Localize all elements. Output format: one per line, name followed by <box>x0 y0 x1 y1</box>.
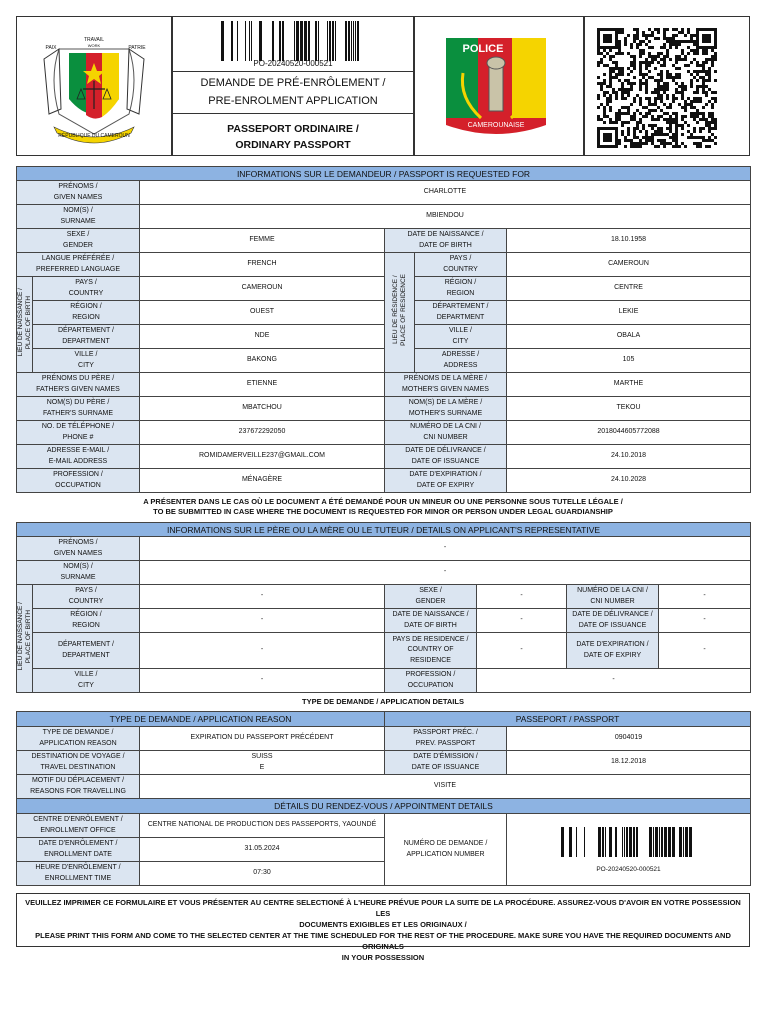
value-issue-date: 24.10.2018 <box>507 445 751 469</box>
label-email: ADRESSE E-MAIL / E-MAIL ADDRESS <box>17 445 140 469</box>
appointment-barcode-cell <box>507 814 751 886</box>
label-birth-country: PAYS / COUNTRY <box>33 277 140 301</box>
value-sex: FEMME <box>140 229 385 253</box>
header-logo-cell <box>16 16 172 156</box>
rep-label-issue-date: DATE DE DÉLIVRANCE / DATE OF ISSUANCE <box>567 609 659 633</box>
guardian-note: A PRÉSENTER DANS LE CAS OÙ LE DOCUMENT A ÉTÉ DEMANDÉ POUR UN MINEUR OU UNE PERSONNE SOUS TUTELLE LÉGALE / TO BE SUBMITTED IN CASE WHERE THE DOCUMENT IS REQUESTED FOR MINOR OR PERSON UNDER LEGAL GUARDIANSHIP <box>143 497 623 516</box>
value-expiry-date: 24.10.2028 <box>507 469 751 493</box>
rep-value-city: - <box>140 669 385 693</box>
value-dob: 18.10.1958 <box>507 229 751 253</box>
value-enrollment-date: 31.05.2024 <box>140 838 385 862</box>
label-cni: NUMÉRO DE LA CNI / CNI NUMBER <box>385 421 507 445</box>
police-logo-top: POLICE <box>462 43 504 55</box>
coat-motto-right: PATRIE <box>128 45 146 51</box>
rep-value-sex: - <box>477 585 567 609</box>
label-birth-dept: DÉPARTEMENT / DEPARTMENT <box>33 325 140 349</box>
label-sex: SEXE / GENDER <box>17 229 140 253</box>
rep-label-expiry-date: DATE D'EXPIRATION / DATE OF EXPIRY <box>567 633 659 669</box>
rep-label-profession: PROFESSION / OCCUPATION <box>385 669 477 693</box>
label-father-given: PRÉNOMS DU PÈRE / FATHER'S GIVEN NAMES <box>17 373 140 397</box>
coat-motto-left: PAIX <box>45 45 57 51</box>
application-table <box>16 711 751 886</box>
value-mother-given: MARTHE <box>507 373 751 397</box>
footer-instructions <box>16 893 750 962</box>
label-res-country: PAYS / COUNTRY <box>415 253 507 277</box>
application-reason-header: TYPE DE DEMANDE / APPLICATION REASON <box>17 712 385 727</box>
value-mother-surname: TEKOU <box>507 397 751 421</box>
value-surname: MBIENDOU <box>140 205 751 229</box>
representative-table <box>16 522 751 693</box>
header-title-cell <box>172 16 414 156</box>
passport-type-en: ORDINARY PASSPORT <box>235 139 351 151</box>
applicant-table <box>16 166 751 493</box>
rep-label-sex: SEXE / GENDER <box>385 585 477 609</box>
label-mother-surname: NOM(S) DE LA MÈRE / MOTHER'S SURNAME <box>385 397 507 421</box>
cameroon-coat-of-arms-icon <box>19 19 169 153</box>
rep-label-city: VILLE / CITY <box>33 669 140 693</box>
rep-value-country: - <box>140 585 385 609</box>
label-issue-date: DATE DE DÉLIVRANCE / DATE OF ISSUANCE <box>385 445 507 469</box>
representative-section-title: INFORMATIONS SUR LE PÈRE OU LA MÈRE OU LE TUTEUR / DETAILS ON APPLICANT'S REPRESENTATIVE <box>17 523 751 537</box>
value-birth-region: OUEST <box>140 301 385 325</box>
rep-label-surname: NOM(S) / SURNAME <box>17 561 140 585</box>
label-destination: DESTINATION DE VOYAGE / TRAVEL DESTINATION <box>17 751 140 775</box>
rep-value-expiry-date: - <box>659 633 751 669</box>
value-res-country: CAMEROUN <box>507 253 751 277</box>
label-enrollment-time: HEURE D'ENRÔLEMENT / ENROLLMENT TIME <box>17 862 140 886</box>
label-prev-passport: PASSPORT PRÉC. / PREV. PASSPORT <box>385 727 507 751</box>
header-qr-cell <box>584 16 750 156</box>
value-res-address: 105 <box>507 349 751 373</box>
rep-value-dob: - <box>477 609 567 633</box>
footer-line1: VEUILLEZ IMPRIMER CE FORMULAIRE ET VOUS PRÉSENTER AU CENTRE SELECTIONÉ À L'HEURE PRÉVUE POUR LA SUITE DE LA PROCÉDURE. ASSUREZ-VOUS D'AVOIR EN VOTRE POSSESSION LES <box>25 898 741 918</box>
value-phone: 237672292050 <box>140 421 385 445</box>
coat-motto-top: TRAVAIL <box>83 37 105 43</box>
label-given-names: PRÉNOMS / GIVEN NAMES <box>17 181 140 205</box>
label-birth-city: VILLE / CITY <box>33 349 140 373</box>
application-details-title: TYPE DE DEMANDE / APPLICATION DETAILS <box>302 697 464 706</box>
rep-label-given-names: PRÉNOMS / GIVEN NAMES <box>17 537 140 561</box>
coat-motto-sub: WORK <box>87 43 101 48</box>
rep-label-dept: DÉPARTEMENT / DEPARTMENT <box>33 633 140 669</box>
value-enrollment-office: CENTRE NATIONAL DE PRODUCTION DES PASSEPORTS, YAOUNDÉ <box>140 814 385 838</box>
value-birth-city: BAKONG <box>140 349 385 373</box>
label-father-surname: NOM(S) DU PÈRE / FATHER'S SURNAME <box>17 397 140 421</box>
label-enrollment-date: DATE D'ENRÔLEMENT / ENROLLMENT DATE <box>17 838 140 862</box>
rep-value-cni: - <box>659 585 751 609</box>
passport-header: PASSEPORT / PASSPORT <box>385 712 751 727</box>
footer-line2: DOCUMENTS EXIGIBLES ET LES ORIGINAUX / <box>299 920 467 929</box>
rep-value-res-country: - <box>477 633 567 669</box>
label-passport-issue-date: DATE D'ÉMISSION / DATE OF ISSUANCE <box>385 751 507 775</box>
label-appointment-number: NUMÉRO DE DEMANDE / APPLICATION NUMBER <box>385 814 507 886</box>
rep-label-cni: NUMÉRO DE LA CNI / CNI NUMBER <box>567 585 659 609</box>
value-profession: MÉNAGÈRE <box>140 469 385 493</box>
value-language: FRENCH <box>140 253 385 277</box>
value-destination: SUISS E <box>140 751 385 775</box>
label-res-address: ADRESSE / ADDRESS <box>415 349 507 373</box>
value-enrollment-time: 07:30 <box>140 862 385 886</box>
value-res-city: OBALA <box>507 325 751 349</box>
value-birth-country: CAMEROUN <box>140 277 385 301</box>
police-logo-bottom: CAMEROUNAISE <box>467 122 525 129</box>
coat-banner-text: RÉPUBLIQUE DU CAMEROUN <box>58 133 130 139</box>
label-dob: DATE DE NAISSANCE / DATE OF BIRTH <box>385 229 507 253</box>
qr-code <box>597 28 717 148</box>
form-title-fr: DEMANDE DE PRÉ-ENRÔLEMENT / <box>200 77 386 89</box>
rep-value-dept: - <box>140 633 385 669</box>
value-res-region: CENTRE <box>507 277 751 301</box>
appointment-section-title: DÉTAILS DU RENDEZ-VOUS / APPOINTMENT DETAILS <box>17 799 751 814</box>
value-travel-reason: VISITE <box>140 775 751 799</box>
label-profession: PROFESSION / OCCUPATION <box>17 469 140 493</box>
value-email: ROMIDAMERVEILLE237@GMAIL.COM <box>140 445 385 469</box>
label-language: LANGUE PRÉFÉRÉE / PREFERRED LANGUAGE <box>17 253 140 277</box>
footer-line3: PLEASE PRINT THIS FORM AND COME TO THE SELECTED CENTER AT THE TIME SCHEDULED FOR THE REST OF THE PROCEDURE. MAKE SURE YOU HAVE THE REQUIRED DOCUMENTS AND ORIGINALS <box>35 931 731 951</box>
label-expiry-date: DATE D'EXPIRATION / DATE OF EXPIRY <box>385 469 507 493</box>
application-number-top: PO-20240520-000521 <box>253 59 333 68</box>
label-enrollment-office: CENTRE D'ENRÔLEMENT / ENROLLMENT OFFICE <box>17 814 140 838</box>
rep-value-profession: - <box>477 669 751 693</box>
value-cni: 2018044605772088 <box>507 421 751 445</box>
applicant-section-title: INFORMATIONS SUR LE DEMANDEUR / PASSPORT IS REQUESTED FOR <box>17 167 751 181</box>
value-father-surname: MBATCHOU <box>140 397 385 421</box>
value-father-given: ETIENNE <box>140 373 385 397</box>
label-res-region: RÉGION / REGION <box>415 277 507 301</box>
rep-value-surname: - <box>140 561 751 585</box>
form-title-en: PRE-ENROLMENT APPLICATION <box>208 95 378 107</box>
label-res-dept: DÉPARTEMENT / DEPARTMENT <box>415 301 507 325</box>
value-res-dept: LEKIE <box>507 301 751 325</box>
rep-label-res-country: PAYS DE RESIDENCE / COUNTRY OF RESIDENCE <box>385 633 477 669</box>
rep-value-region: - <box>140 609 385 633</box>
residence-group-label: LIEU DE RÉSIDENCE / PLACE OF RESIDENCE <box>385 253 415 373</box>
value-given-names: CHARLOTTE <box>140 181 751 205</box>
header-police-cell <box>414 16 584 156</box>
label-surname: NOM(S) / SURNAME <box>17 205 140 229</box>
label-travel-reason: MOTIF DU DÉPLACEMENT / REASONS FOR TRAVELLING <box>17 775 140 799</box>
rep-value-given-names: - <box>140 537 751 561</box>
barcode-bottom <box>559 827 699 865</box>
rep-label-dob: DATE DE NAISSANCE / DATE OF BIRTH <box>385 609 477 633</box>
label-birth-region: RÉGION / REGION <box>33 301 140 325</box>
label-res-city: VILLE / CITY <box>415 325 507 349</box>
value-prev-passport: 0904019 <box>507 727 751 751</box>
value-application-type: EXPIRATION DU PASSEPORT PRÉCÉDENT <box>140 727 385 751</box>
police-emblem-icon <box>441 33 551 143</box>
label-application-type: TYPE DE DEMANDE / APPLICATION REASON <box>17 727 140 751</box>
value-appointment-number: PO-20240520-000521 <box>596 866 661 873</box>
rep-birth-group-label: LIEU DE NAISSANCE / PLACE OF BIRTH <box>17 585 33 693</box>
footer-line4: IN YOUR POSSESSION <box>341 953 425 962</box>
label-phone: NO. DE TÉLÉPHONE / PHONE # <box>17 421 140 445</box>
passport-type-fr: PASSEPORT ORDINAIRE / <box>227 123 359 135</box>
rep-label-region: RÉGION / REGION <box>33 609 140 633</box>
birth-group-label: LIEU DE NAISSANCE / PLACE OF BIRTH <box>17 277 33 373</box>
rep-value-issue-date: - <box>659 609 751 633</box>
value-birth-dept: NDE <box>140 325 385 349</box>
label-mother-given: PRÉNOMS DE LA MÈRE / MOTHER'S GIVEN NAMES <box>385 373 507 397</box>
rep-label-country: PAYS / COUNTRY <box>33 585 140 609</box>
value-passport-issue-date: 18.12.2018 <box>507 751 751 775</box>
